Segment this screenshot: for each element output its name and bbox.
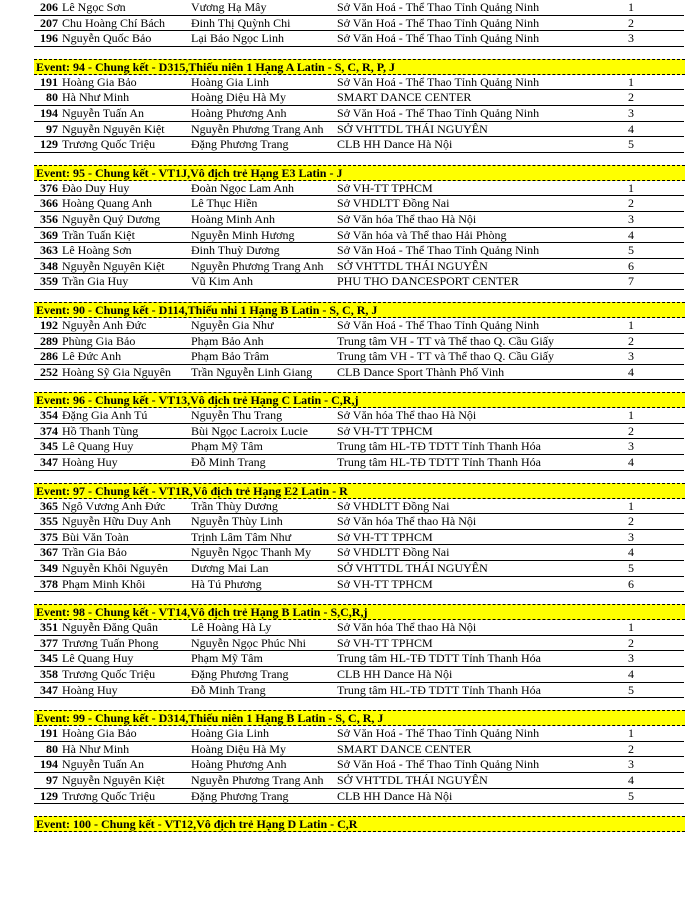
competitor-number: 348 xyxy=(40,258,58,273)
rank: 3 xyxy=(628,211,634,226)
partner-name: Phạm Bảo Anh xyxy=(191,333,264,348)
organization: SỞ VHTTDL THÁI NGUYÊN xyxy=(337,772,488,787)
leader-name: Lê Hoàng Sơn xyxy=(62,243,132,258)
rank: 4 xyxy=(628,455,634,470)
partner-name: Đặng Phương Trang xyxy=(191,137,289,152)
organization: Sở VHDLTT Đồng Nai xyxy=(337,196,450,211)
rank: 3 xyxy=(628,31,634,46)
organization: Sở Văn hóa Thể thao Hà Nội xyxy=(337,620,477,635)
rank: 6 xyxy=(628,258,634,273)
event-title: Event: 95 - Chung kết - VT1J,Vô địch trẻ Hạng E3 Latin - J xyxy=(34,165,685,181)
competitor-number: 196 xyxy=(40,31,58,46)
leader-name: Nguyễn Nguyên Kiệt xyxy=(62,258,165,273)
table-row xyxy=(0,106,700,122)
partner-name: Nguyễn Ngọc Thanh My xyxy=(191,545,312,560)
leader-name: Lê Ngọc Sơn xyxy=(62,0,126,14)
partner-name: Dương Mai Lan xyxy=(191,561,269,576)
partner-name: Trần Thùy Dương xyxy=(191,498,278,513)
competitor-number: 206 xyxy=(40,0,58,14)
rank: 2 xyxy=(628,514,634,529)
event-section xyxy=(0,816,700,832)
rank: 1 xyxy=(628,180,634,195)
organization: Sở Văn Hoá - Thể Thao Tỉnh Quảng Ninh xyxy=(337,243,540,258)
events-list xyxy=(0,47,700,832)
leader-name: Trần Gia Huy xyxy=(62,274,129,289)
rank: 1 xyxy=(628,0,634,14)
partner-name: Vương Hạ Mây xyxy=(191,0,267,14)
table-row xyxy=(0,636,700,652)
rank: 3 xyxy=(628,349,634,364)
leader-name: Nguyễn Tuấn An xyxy=(62,105,145,120)
competitor-number: 365 xyxy=(40,498,58,513)
leader-name: Hoàng Sỹ Gia Nguyên xyxy=(62,364,171,379)
organization: Trung tâm HL-TĐ TDTT Tỉnh Thanh Hóa xyxy=(337,651,541,666)
competitor-number: 129 xyxy=(40,137,58,152)
table-row xyxy=(0,667,700,683)
competitor-number: 289 xyxy=(40,333,58,348)
organization: Trung tâm VH - TT và Thể thao Q. Cầu Giấy xyxy=(337,333,554,348)
partner-name: Hoàng Gia Linh xyxy=(191,726,269,741)
rank: 2 xyxy=(628,423,634,438)
competitor-number: 97 xyxy=(46,772,58,787)
competitor-number: 345 xyxy=(40,439,58,454)
table-row xyxy=(0,0,700,16)
organization: Sở VHDLTT Đồng Nai xyxy=(337,498,450,513)
event-title: Event: 94 - Chung kết - D315,Thiếu niên 1 Hạng A Latin - S, C, R, P, J xyxy=(34,59,685,75)
top-results-table xyxy=(0,0,700,47)
rank: 2 xyxy=(628,741,634,756)
organization: Sở VHDLTT Đồng Nai xyxy=(337,545,450,560)
organization: SMART DANCE CENTER xyxy=(337,90,472,105)
leader-name: Hà Như Minh xyxy=(62,90,130,105)
table-row xyxy=(0,514,700,530)
table-row xyxy=(0,726,700,742)
table-row xyxy=(0,651,700,667)
partner-name: Đoàn Ngọc Lam Anh xyxy=(191,180,294,195)
partner-name: Phạm Bảo Trâm xyxy=(191,349,270,364)
table-row xyxy=(0,274,700,290)
table-row xyxy=(0,742,700,758)
organization: Trung tâm HL-TĐ TDTT Tỉnh Thanh Hóa xyxy=(337,682,541,697)
leader-name: Phạm Minh Khôi xyxy=(62,576,146,591)
partner-name: Hoàng Minh Anh xyxy=(191,211,275,226)
competitor-number: 129 xyxy=(40,788,58,803)
organization: Sở Văn Hoá - Thể Thao Tỉnh Quảng Ninh xyxy=(337,726,540,741)
partner-name: Đinh Thuỳ Dương xyxy=(191,243,280,258)
table-row xyxy=(0,439,700,455)
organization: Trung tâm VH - TT và Thể thao Q. Cầu Giấy xyxy=(337,349,554,364)
leader-name: Nguyễn Quốc Bảo xyxy=(62,31,152,46)
leader-name: Lê Quang Huy xyxy=(62,439,134,454)
competitor-number: 252 xyxy=(40,364,58,379)
partner-name: Đỗ Minh Trang xyxy=(191,455,266,470)
leader-name: Ngô Vương Anh Đức xyxy=(62,498,166,513)
table-row xyxy=(0,243,700,259)
organization: Sở Văn hóa Thể thao Hà Nội xyxy=(337,211,477,226)
table-row xyxy=(0,789,700,805)
competitor-number: 194 xyxy=(40,757,58,772)
table-row xyxy=(0,75,700,91)
event-section xyxy=(0,59,700,153)
competitor-number: 347 xyxy=(40,682,58,697)
rank: 2 xyxy=(628,90,634,105)
rank: 5 xyxy=(628,137,634,152)
partner-name: Trần Nguyễn Linh Giang xyxy=(191,364,313,379)
rank: 2 xyxy=(628,333,634,348)
section-spacer xyxy=(0,380,700,392)
competitor-number: 207 xyxy=(40,15,58,30)
rank: 4 xyxy=(628,667,634,681)
rank: 2 xyxy=(628,196,634,211)
organization: Sở Văn Hoá - Thể Thao Tỉnh Quảng Ninh xyxy=(337,317,540,332)
table-row xyxy=(0,455,700,471)
competitor-number: 349 xyxy=(40,561,58,576)
leader-name: Hoàng Gia Bảo xyxy=(62,726,137,741)
table-row xyxy=(0,318,700,334)
competitor-number: 355 xyxy=(40,514,58,529)
organization: PHU THO DANCESPORT CENTER xyxy=(337,274,519,289)
table-row xyxy=(0,196,700,212)
leader-name: Lê Quang Huy xyxy=(62,651,134,666)
rank: 3 xyxy=(628,439,634,454)
event-section xyxy=(0,710,700,804)
rank: 1 xyxy=(628,498,634,513)
table-row xyxy=(0,424,700,440)
organization: Sở VH-TT TPHCM xyxy=(337,423,433,438)
rank: 4 xyxy=(628,364,634,379)
competitor-number: 80 xyxy=(46,90,58,105)
organization: SMART DANCE CENTER xyxy=(337,741,472,756)
table-row xyxy=(0,122,700,138)
organization: SỞ VHTTDL THÁI NGUYÊN xyxy=(337,258,488,273)
partner-name: Đinh Thị Quỳnh Chi xyxy=(191,15,291,30)
partner-name: Hoàng Gia Linh xyxy=(191,74,269,89)
table-row xyxy=(0,561,700,577)
leader-name: Trần Gia Bảo xyxy=(62,545,127,560)
organization: Sở Văn Hoá - Thể Thao Tỉnh Quảng Ninh xyxy=(337,105,540,120)
competitor-number: 345 xyxy=(40,651,58,666)
table-row xyxy=(0,683,700,699)
competitor-number: 347 xyxy=(40,455,58,470)
rank: 3 xyxy=(628,757,634,772)
organization: SỞ VHTTDL THÁI NGUYÊN xyxy=(337,561,488,576)
competitor-number: 369 xyxy=(40,227,58,242)
leader-name: Hoàng Quang Anh xyxy=(62,196,152,211)
event-section xyxy=(0,302,700,380)
event-title: Event: 90 - Chung kết - D114,Thiếu nhi 1 Hạng B Latin - S, C, R, J xyxy=(34,302,685,318)
leader-name: Bùi Văn Toàn xyxy=(62,529,129,544)
partner-name: Đặng Phương Trang xyxy=(191,788,289,803)
organization: Sở Văn hóa Thể thao Hà Nội xyxy=(337,514,477,529)
leader-name: Đặng Gia Anh Tú xyxy=(62,408,148,423)
organization: Sở Văn hóa và Thể thao Hải Phòng xyxy=(337,227,507,242)
competitor-number: 80 xyxy=(46,741,58,756)
leader-name: Trương Quốc Triệu xyxy=(62,137,156,152)
section-spacer xyxy=(0,153,700,165)
section-spacer xyxy=(0,290,700,302)
competitor-number: 363 xyxy=(40,243,58,258)
event-title: Event: 100 - Chung kết - VT12,Vô địch trẻ Hạng D Latin - C,R xyxy=(34,816,685,832)
rank: 1 xyxy=(628,726,634,741)
partner-name: Đặng Phương Trang xyxy=(191,667,289,681)
table-row xyxy=(0,137,700,153)
competitor-number: 366 xyxy=(40,196,58,211)
competitor-number: 358 xyxy=(40,667,58,681)
organization: Sở VH-TT TPHCM xyxy=(337,529,433,544)
organization: Sở Văn Hoá - Thể Thao Tỉnh Quảng Ninh xyxy=(337,15,540,30)
event-section xyxy=(0,604,700,698)
rank: 2 xyxy=(628,635,634,650)
competitor-number: 286 xyxy=(40,349,58,364)
partner-name: Nguyễn Thu Trang xyxy=(191,408,283,423)
rank: 7 xyxy=(628,274,634,289)
table-row xyxy=(0,757,700,773)
event-section xyxy=(0,392,700,470)
rank: 3 xyxy=(628,105,634,120)
rank: 4 xyxy=(628,545,634,560)
leader-name: Trương Tuấn Phong xyxy=(62,635,159,650)
partner-name: Lê Hoàng Hà Ly xyxy=(191,620,272,635)
event-title: Event: 97 - Chung kết - VT1R,Vô địch trẻ Hạng E2 Latin - R xyxy=(34,483,685,499)
organization: CLB HH Dance Hà Nội xyxy=(337,788,453,803)
partner-name: Lại Bảo Ngọc Linh xyxy=(191,31,284,46)
section-spacer xyxy=(0,47,700,59)
table-row xyxy=(0,31,700,47)
leader-name: Đào Duy Huy xyxy=(62,180,130,195)
event-section xyxy=(0,165,700,290)
organization: Sở Văn hóa Thể thao Hà Nội xyxy=(337,408,477,423)
rank: 6 xyxy=(628,576,634,591)
partner-name: Bùi Ngọc Lacroix Lucie xyxy=(191,423,308,438)
partner-name: Hoàng Diệu Hà My xyxy=(191,90,286,105)
partner-name: Phạm Mỹ Tâm xyxy=(191,439,263,454)
section-spacer xyxy=(0,804,700,816)
partner-name: Vũ Kim Anh xyxy=(191,274,254,289)
partner-name: Trịnh Lâm Tâm Như xyxy=(191,529,292,544)
organization: Trung tâm HL-TĐ TDTT Tỉnh Thanh Hóa xyxy=(337,455,541,470)
competitor-number: 356 xyxy=(40,211,58,226)
competitor-number: 375 xyxy=(40,529,58,544)
event-title: Event: 98 - Chung kết - VT14,Vô địch trẻ Hạng B Latin - S,C,R,j xyxy=(34,604,685,620)
competitor-number: 367 xyxy=(40,545,58,560)
leader-name: Hoàng Huy xyxy=(62,455,118,470)
organization: CLB HH Dance Hà Nội xyxy=(337,137,453,152)
partner-name: Nguyễn Minh Hương xyxy=(191,227,295,242)
rank: 1 xyxy=(628,620,634,635)
organization: Trung tâm HL-TĐ TDTT Tỉnh Thanh Hóa xyxy=(337,439,541,454)
partner-name: Hoàng Diệu Hà My xyxy=(191,741,286,756)
competitor-number: 191 xyxy=(40,74,58,89)
organization: Sở VH-TT TPHCM xyxy=(337,180,433,195)
organization: CLB Dance Sport Thành Phố Vinh xyxy=(337,364,505,379)
partner-name: Hoàng Phương Anh xyxy=(191,105,287,120)
rank: 3 xyxy=(628,651,634,666)
table-row xyxy=(0,349,700,365)
partner-name: Nguyễn Gia Như xyxy=(191,317,274,332)
section-spacer xyxy=(0,698,700,710)
table-row xyxy=(0,334,700,350)
table-row xyxy=(0,16,700,32)
leader-name: Chu Hoàng Chí Bách xyxy=(62,15,165,30)
competitor-number: 194 xyxy=(40,105,58,120)
leader-name: Trương Quốc Triệu xyxy=(62,788,156,803)
section-spacer xyxy=(0,592,700,604)
table-row xyxy=(0,408,700,424)
competitor-number: 376 xyxy=(40,180,58,195)
partner-name: Nguyễn Ngọc Phúc Nhi xyxy=(191,635,306,650)
table-row xyxy=(0,499,700,515)
organization: Sở VH-TT TPHCM xyxy=(337,635,433,650)
competitor-number: 359 xyxy=(40,274,58,289)
partner-name: Hoàng Phương Anh xyxy=(191,757,287,772)
organization: Sở Văn Hoá - Thể Thao Tỉnh Quảng Ninh xyxy=(337,31,540,46)
rank: 5 xyxy=(628,788,634,803)
leader-name: Nguyễn Nguyên Kiệt xyxy=(62,772,165,787)
table-row xyxy=(0,577,700,593)
table-row xyxy=(0,212,700,228)
rank: 3 xyxy=(628,529,634,544)
table-row xyxy=(0,620,700,636)
competitor-number: 354 xyxy=(40,408,58,423)
competitor-number: 374 xyxy=(40,423,58,438)
partner-name: Lê Thục Hiền xyxy=(191,196,258,211)
competitor-number: 192 xyxy=(40,317,58,332)
partner-name: Nguyễn Phương Trang Anh xyxy=(191,772,324,787)
partner-name: Hà Tú Phương xyxy=(191,576,262,591)
leader-name: Phùng Gia Bảo xyxy=(62,333,136,348)
rank: 5 xyxy=(628,561,634,576)
table-row xyxy=(0,228,700,244)
rank: 1 xyxy=(628,74,634,89)
table-row xyxy=(0,259,700,275)
competitor-number: 191 xyxy=(40,726,58,741)
table-row xyxy=(0,530,700,546)
partner-name: Phạm Mỹ Tâm xyxy=(191,651,263,666)
table-row xyxy=(0,181,700,197)
rank: 5 xyxy=(628,682,634,697)
organization: Sở Văn Hoá - Thể Thao Tỉnh Quảng Ninh xyxy=(337,0,540,14)
partner-name: Nguyễn Phương Trang Anh xyxy=(191,121,324,136)
section-spacer xyxy=(0,471,700,483)
event-title: Event: 99 - Chung kết - D314,Thiếu niên 1 Hạng B Latin - S, C, R, J xyxy=(34,710,685,726)
partner-name: Đỗ Minh Trang xyxy=(191,682,266,697)
rank: 5 xyxy=(628,243,634,258)
leader-name: Hoàng Huy xyxy=(62,682,118,697)
partner-name: Nguyễn Phương Trang Anh xyxy=(191,258,324,273)
competitor-number: 97 xyxy=(46,121,58,136)
leader-name: Nguyễn Đăng Quân xyxy=(62,620,158,635)
table-row xyxy=(0,365,700,381)
rank: 1 xyxy=(628,317,634,332)
leader-name: Lê Đức Anh xyxy=(62,349,122,364)
partner-name: Nguyễn Thùy Linh xyxy=(191,514,283,529)
organization: Sở VH-TT TPHCM xyxy=(337,576,433,591)
table-row xyxy=(0,773,700,789)
leader-name: Trương Quốc Triệu xyxy=(62,667,156,681)
table-row xyxy=(0,545,700,561)
organization: CLB HH Dance Hà Nội xyxy=(337,667,453,681)
leader-name: Hồ Thanh Tùng xyxy=(62,423,139,438)
organization: Sở Văn Hoá - Thể Thao Tỉnh Quảng Ninh xyxy=(337,74,540,89)
leader-name: Nguyễn Hữu Duy Anh xyxy=(62,514,171,529)
leader-name: Nguyễn Khôi Nguyên xyxy=(62,561,168,576)
rank: 4 xyxy=(628,227,634,242)
rank: 4 xyxy=(628,772,634,787)
competitor-number: 351 xyxy=(40,620,58,635)
table-row xyxy=(0,90,700,106)
leader-name: Nguyễn Nguyên Kiệt xyxy=(62,121,165,136)
organization: Sở Văn Hoá - Thể Thao Tỉnh Quảng Ninh xyxy=(337,757,540,772)
competitor-number: 378 xyxy=(40,576,58,591)
event-section xyxy=(0,483,700,593)
leader-name: Hoàng Gia Bảo xyxy=(62,74,137,89)
leader-name: Nguyễn Anh Đức xyxy=(62,317,147,332)
event-title: Event: 96 - Chung kết - VT13,Vô địch trẻ Hạng C Latin - C,R,j xyxy=(34,392,685,408)
rank: 2 xyxy=(628,15,634,30)
leader-name: Nguyễn Quý Dương xyxy=(62,211,161,226)
leader-name: Trần Tuấn Kiệt xyxy=(62,227,135,242)
organization: SỞ VHTTDL THÁI NGUYÊN xyxy=(337,121,488,136)
leader-name: Hà Như Minh xyxy=(62,741,130,756)
rank: 4 xyxy=(628,121,634,136)
competitor-number: 377 xyxy=(40,635,58,650)
rank: 1 xyxy=(628,408,634,423)
leader-name: Nguyễn Tuấn An xyxy=(62,757,145,772)
